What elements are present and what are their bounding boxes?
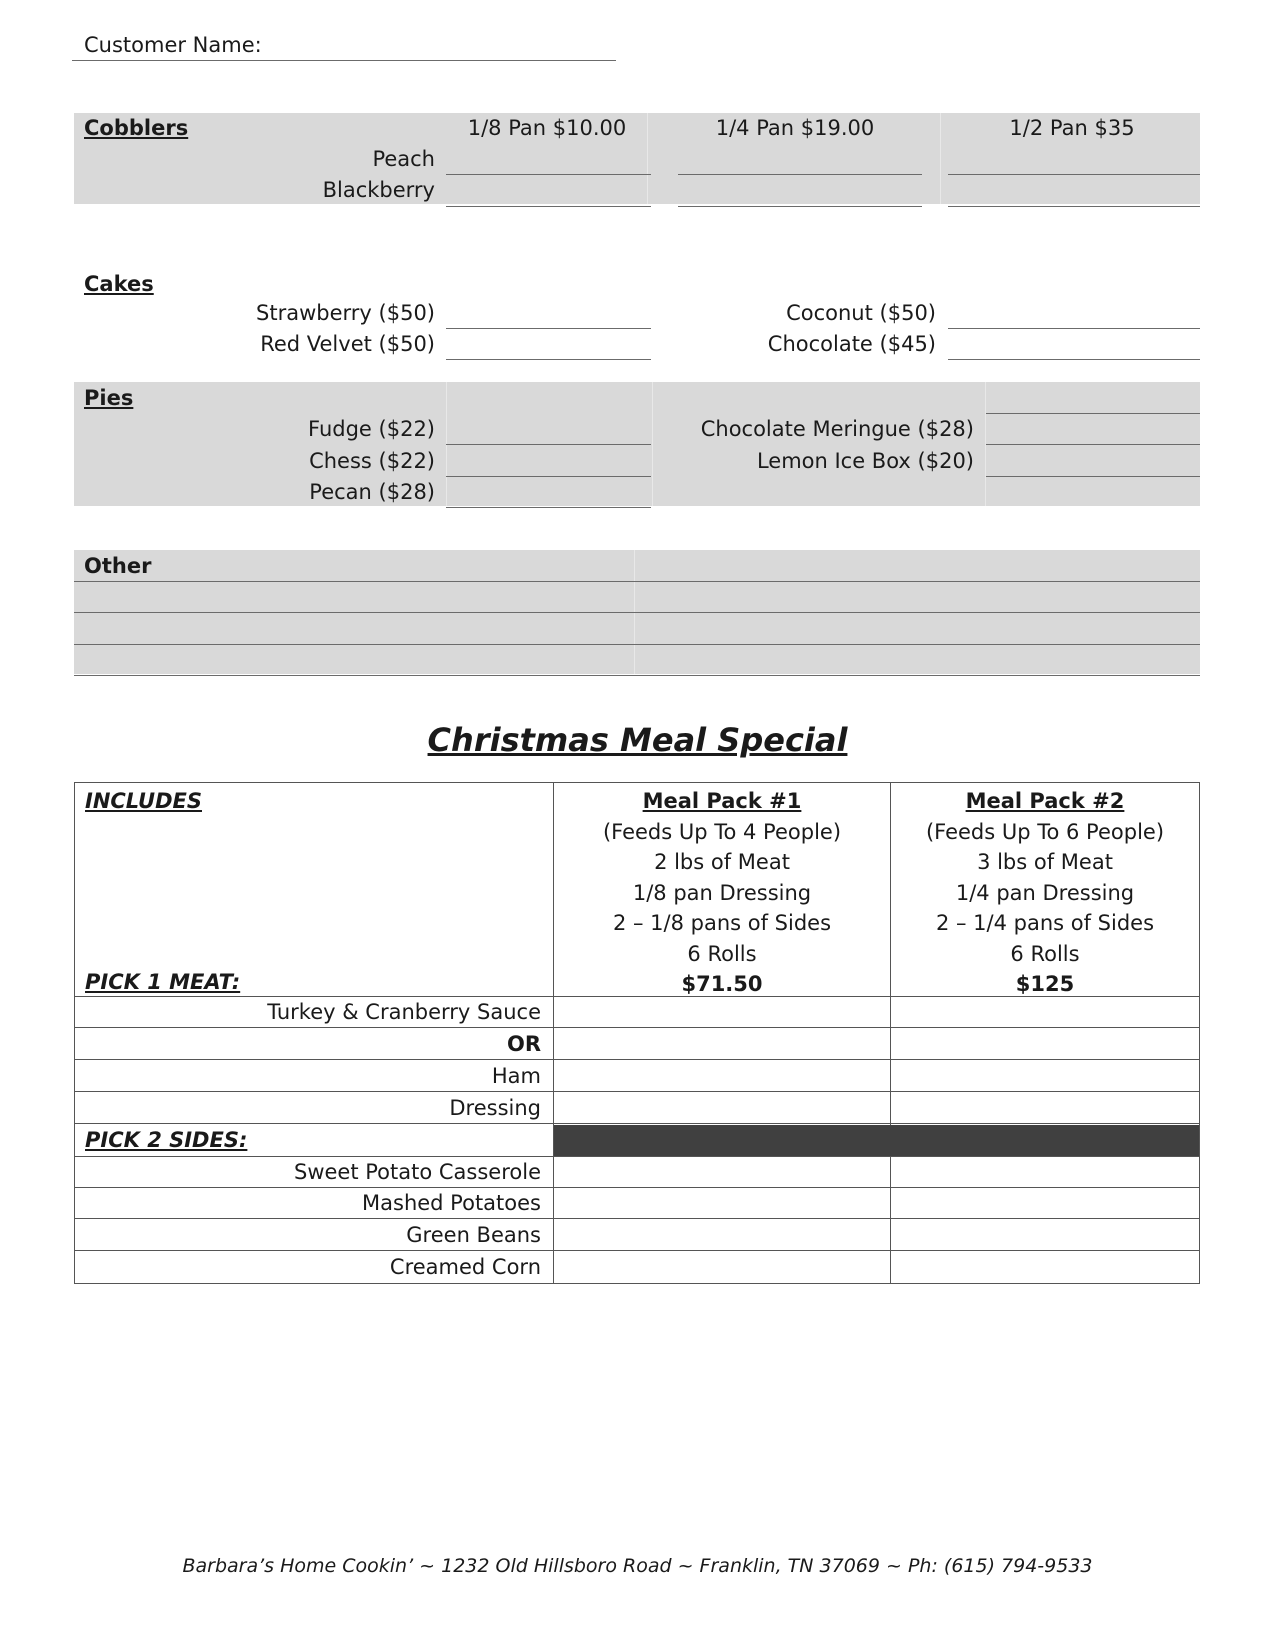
meal-table [74,782,1200,1284]
other-blank-line[interactable] [74,612,1200,613]
pie-item-fudge: Fudge ($22) [308,417,435,441]
pies-title: Pies [84,386,134,410]
meal-pack-1-title: Meal Pack #1 [642,789,802,813]
meal-pack-2-title: Meal Pack #2 [965,789,1125,813]
table-row [75,1123,1199,1124]
cobblers-title: Cobblers [84,116,189,140]
meal-pack-1-price: $71.50 [681,972,763,996]
special-title: Christmas Meal Special [427,721,848,759]
meal-pack-2-line: 2 – 1/4 pans of Sides [935,911,1155,935]
option-dressing: Dressing [449,1096,541,1120]
cobbler-peach-eighth-blank[interactable] [446,174,651,175]
cakes-title: Cakes [84,272,154,296]
meat-option-turkey: Turkey & Cranberry Sauce [267,1000,541,1024]
table-row [75,1091,1199,1092]
cake-chocolate-blank[interactable] [948,359,1200,360]
customer-name-line[interactable] [72,60,616,61]
table-row [75,1156,1199,1157]
cobbler-item-blackberry: Blackberry [322,178,435,202]
pie-fudge-blank[interactable] [446,444,651,445]
meal-pack-2 [891,786,1199,1000]
column-divider [940,113,941,204]
side-option-mashed-potatoes: Mashed Potatoes [362,1191,541,1215]
cobbler-size-quarter: 1/4 Pan $19.00 [715,116,875,140]
pie-lemon-ice-box-blank[interactable] [986,476,1200,477]
cobbler-blackberry-half-blank[interactable] [948,206,1200,207]
cake-item-coconut: Coconut ($50) [786,301,936,325]
pie-chocolate-meringue-blank[interactable] [986,444,1200,445]
pie-pecan-blank[interactable] [446,507,651,508]
meal-pack-2-line: (Feeds Up To 6 People) [925,819,1165,844]
table-row [75,1027,1199,1028]
cake-item-red-velvet: Red Velvet ($50) [260,332,435,356]
meat-option-ham: Ham [491,1064,541,1088]
pie-item-pecan: Pecan ($28) [309,480,435,504]
meal-pack-2-line: 1/4 pan Dressing [955,880,1135,905]
cake-red-velvet-blank[interactable] [446,359,651,360]
meal-pack-2-price: $125 [1015,972,1075,996]
cobbler-size-eighth: 1/8 Pan $10.00 [467,116,627,140]
cake-strawberry-blank[interactable] [446,328,651,329]
meat-option-or: OR [506,1032,541,1056]
other-title: Other [84,554,152,578]
cobbler-peach-half-blank[interactable] [948,174,1200,175]
customer-name-label: Customer Name: [84,33,262,57]
pick-sides-label: PICK 2 SIDES: [85,1128,248,1152]
meal-pack-1-line: 1/8 pan Dressing [632,880,812,905]
cake-item-chocolate: Chocolate ($45) [767,332,936,356]
table-row [75,1250,1199,1251]
meal-pack-1-line: 6 Rolls [687,941,757,966]
meal-pack-2-line: 6 Rolls [1010,941,1080,966]
cake-coconut-blank[interactable] [948,328,1200,329]
side-option-creamed-corn: Creamed Corn [389,1255,541,1279]
column-divider [652,382,653,506]
meal-pack-1-line: 2 – 1/8 pans of Sides [612,911,832,935]
table-row [75,1218,1199,1219]
meal-pack-1-line: (Feeds Up To 4 People) [602,819,842,844]
pie-item-lemon-ice-box: Lemon Ice Box ($20) [756,449,974,473]
cobbler-size-half: 1/2 Pan $35 [1009,116,1135,140]
pie-extra-blank[interactable] [986,413,1200,414]
cobbler-blackberry-quarter-blank[interactable] [678,206,922,207]
footer-address: Barbara’s Home Cookin’ ~ 1232 Old Hillsboro Road ~ Franklin, TN 37069 ~ Ph: (615) 794-9533 [182,1555,1093,1577]
sides-header-shaded-cell [554,1125,1199,1156]
includes-label: INCLUDES [85,789,202,813]
other-blank-line[interactable] [74,581,1200,582]
meal-pack-1-line: 2 lbs of Meat [654,850,790,874]
cobbler-blackberry-eighth-blank[interactable] [446,206,651,207]
side-option-sweet-potato: Sweet Potato Casserole [294,1160,541,1184]
side-option-green-beans: Green Beans [406,1223,541,1247]
pie-item-chess: Chess ($22) [309,449,435,473]
pie-chess-blank[interactable] [446,476,651,477]
table-row [75,1187,1199,1188]
other-blank-line[interactable] [74,675,1200,676]
table-row [75,1059,1199,1060]
other-blank-line[interactable] [74,644,1200,645]
meal-pack-1 [554,786,890,1000]
meal-pack-2-line: 3 lbs of Meat [977,850,1113,874]
cobbler-peach-quarter-blank[interactable] [678,174,922,175]
pie-item-chocolate-meringue: Chocolate Meringue ($28) [700,417,974,441]
cobbler-item-peach: Peach [372,147,435,171]
pick-meat-label: PICK 1 MEAT: [85,970,241,994]
cake-item-strawberry: Strawberry ($50) [256,301,435,325]
